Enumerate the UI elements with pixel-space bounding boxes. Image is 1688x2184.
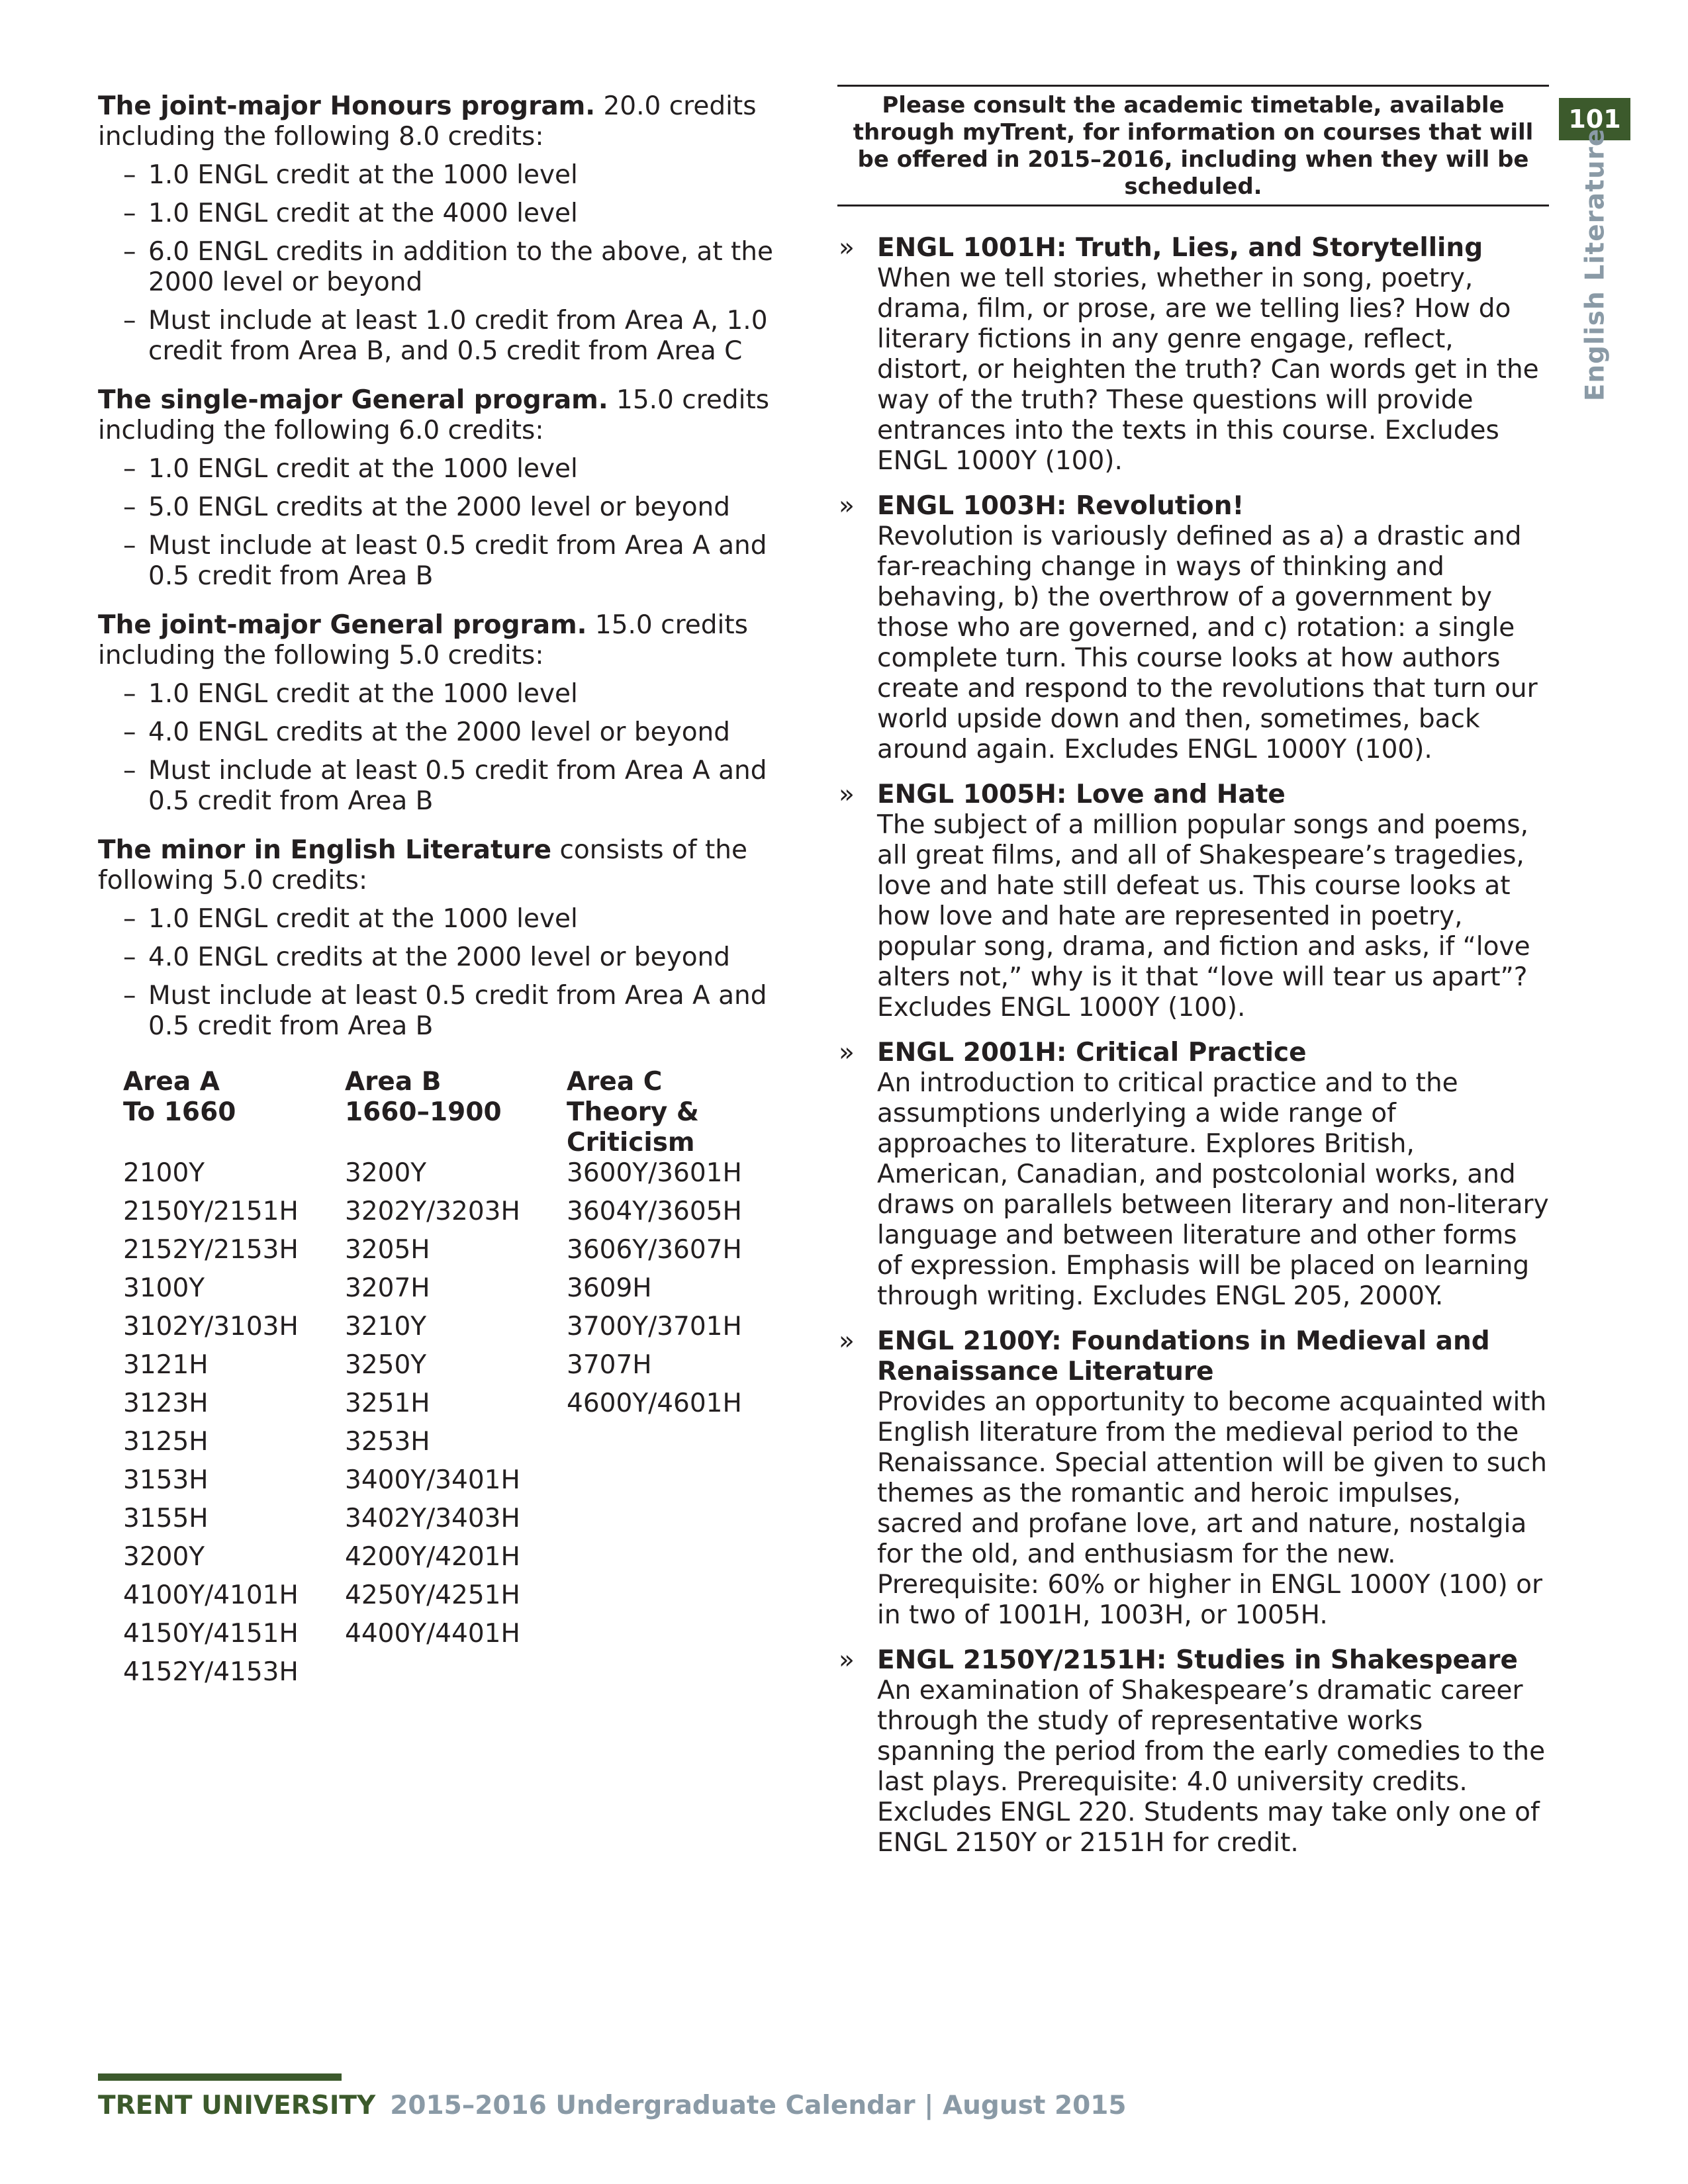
program-title: The joint-major General program.	[98, 610, 587, 640]
program-credits: 15.0 credits including the following 5.0 credits:	[98, 610, 748, 670]
course-title: ENGL 1001H: Truth, Lies, and Storytelling	[877, 233, 1483, 263]
section-side-label: English Literature	[1580, 128, 1611, 402]
area-column	[567, 1067, 785, 1427]
course-marker: »	[839, 1326, 855, 1356]
program-heading	[98, 91, 800, 152]
requirement-item: – 1.0 ENGL credit at the 1000 level	[123, 160, 800, 191]
course-entry	[837, 1645, 1549, 1858]
area-column	[123, 1067, 342, 1696]
program-credits: 20.0 credits including the following 8.0 credits:	[98, 91, 757, 152]
area-course: 3125H	[123, 1427, 209, 1457]
requirement-list	[98, 454, 800, 592]
requirement-list	[98, 160, 800, 367]
course-description: Provides an opportunity to become acquainted with English literature from the medieval period to the Renaissance. Special attention will be given to such themes as the romantic and heroic impulses, sacred and profane love, art and nature, nostalgia for the old, and enthusiasm for the new. Prerequisite: 60% or higher in ENGL 1000Y (100) or in two of 1001H, 1003H, or 1005H.	[877, 1387, 1547, 1630]
area-course: 4150Y/4151H	[123, 1619, 299, 1649]
area-course: 3210Y	[345, 1312, 427, 1342]
area-course: 3604Y/3605H	[567, 1197, 742, 1226]
area-heading-line: 1660–1900	[345, 1097, 502, 1127]
course-description: When we tell stories, whether in song, poetry, drama, film, or prose, are we telling lies? How do literary fictions in any genre engage, reflect, distort, or heighten the truth? Can words get in the way of the truth? These questions will provide entrances into the texts in this course. Excludes ENGL 1000Y (100).	[877, 263, 1539, 476]
area-course: 4250Y/4251H	[345, 1580, 520, 1610]
area-heading	[567, 1067, 785, 1158]
course-description: An examination of Shakespeare’s dramatic career through the study of representative works spanning the period from the early comedies to the last plays. Prerequisite: 4.0 university credits. Excludes ENGL 220. Students may take only one of ENGL 2150Y or 2151H for credit.	[877, 1676, 1546, 1858]
program-single-major-general	[98, 385, 800, 592]
area-course: 3609H	[567, 1273, 652, 1303]
program-joint-major-general	[98, 610, 800, 817]
program-title: The single-major General program.	[98, 385, 608, 415]
program-title: The joint-major Honours program.	[98, 91, 596, 121]
area-course: 3202Y/3203H	[345, 1197, 520, 1226]
requirement-item: – 1.0 ENGL credit at the 1000 level	[123, 679, 800, 709]
course-description: The subject of a million popular songs and poems, all great films, and all of Shakespeare’s tragedies, love and hate still defeat us. This course looks at how love and hate are represented in poetry, popular song, drama, and fiction and asks, if “love alters not,” why is it that “love will tear us apart”? Excludes ENGL 1000Y (100).	[877, 810, 1530, 1023]
area-course: 3155H	[123, 1504, 209, 1533]
course-description: An introduction to critical practice and to the assumptions underlying a wide range of approaches to literature. Explores British, American, Canadian, and postcolonial works, and draws on parallels between literary and non-literary language and between literature and other forms of expression. Emphasis will be placed on learning through writing. Excludes ENGL 205, 2000Y.	[877, 1068, 1549, 1311]
area-column	[345, 1067, 563, 1657]
area-heading-line: Area C	[567, 1067, 663, 1097]
area-heading-line: Criticism	[567, 1128, 695, 1158]
area-table	[123, 1067, 800, 1696]
program-credits: 15.0 credits including the following 6.0 credits:	[98, 385, 770, 445]
area-course: 3123H	[123, 1388, 209, 1418]
area-course: 3102Y/3103H	[123, 1312, 299, 1342]
area-heading-line: Area A	[123, 1067, 220, 1097]
requirement-item: – 5.0 ENGL credits at the 2000 level or beyond	[123, 492, 800, 523]
requirement-item: – Must include at least 1.0 credit from Area A, 1.0 credit from Area B, and 0.5 credit from Area C	[123, 306, 800, 367]
area-heading	[345, 1067, 563, 1158]
course-list	[837, 233, 1549, 1858]
course-entry	[837, 780, 1549, 1023]
area-course: 3707H	[567, 1350, 652, 1380]
course-marker: »	[839, 1038, 855, 1068]
course-marker: »	[839, 780, 855, 809]
requirement-item: – 1.0 ENGL credit at the 1000 level	[123, 904, 800, 934]
program-minor	[98, 835, 800, 1042]
area-course: 4100Y/4101H	[123, 1580, 299, 1610]
course-marker: »	[839, 233, 855, 263]
course-entry	[837, 1038, 1549, 1312]
timetable-notice: Please consult the academic timetable, available through myTrent, for information on courses that will be offered in 2015–2016, including when they will be scheduled.	[837, 85, 1549, 206]
area-course: 3253H	[345, 1427, 430, 1457]
area-course: 4400Y/4401H	[345, 1619, 520, 1649]
course-entry	[837, 1326, 1549, 1631]
area-course: 3700Y/3701H	[567, 1312, 742, 1342]
area-course: 2100Y	[123, 1158, 205, 1188]
footer-calendar: 2015–2016 Undergraduate Calendar | August 2015	[390, 2091, 1127, 2120]
course-descriptions	[837, 85, 1549, 1873]
course-title: ENGL 2150Y/2151H: Studies in Shakespeare	[877, 1645, 1518, 1675]
area-course: 3606Y/3607H	[567, 1235, 742, 1265]
requirement-item: – Must include at least 0.5 credit from Area A and 0.5 credit from Area B	[123, 531, 800, 592]
area-course: 3207H	[345, 1273, 430, 1303]
footer	[98, 2090, 1127, 2122]
area-course: 4600Y/4601H	[567, 1388, 742, 1418]
area-heading-line: Theory &	[567, 1097, 699, 1127]
area-course: 3200Y	[345, 1158, 427, 1188]
course-title: ENGL 2001H: Critical Practice	[877, 1038, 1307, 1068]
requirement-list	[98, 904, 800, 1042]
program-title: The minor in English Literature	[98, 835, 552, 865]
area-course: 3600Y/3601H	[567, 1158, 742, 1188]
program-joint-major-honours	[98, 91, 800, 367]
area-course: 3100Y	[123, 1273, 205, 1303]
requirement-item: – 4.0 ENGL credits at the 2000 level or beyond	[123, 717, 800, 748]
area-course: 4152Y/4153H	[123, 1657, 299, 1687]
course-entry	[837, 491, 1549, 765]
program-requirements	[98, 91, 800, 1696]
program-heading	[98, 385, 800, 446]
program-credits: consists of the following 5.0 credits:	[98, 835, 747, 895]
program-heading	[98, 835, 800, 896]
page-number: 101	[1559, 98, 1630, 140]
area-course: 3402Y/3403H	[345, 1504, 520, 1533]
course-description: Revolution is variously defined as a) a drastic and far-reaching change in ways of thinking and behaving, b) the overthrow of a government by those who are governed, and c) rotation: a single complete turn. This course looks at how authors create and respond to the revolutions that turn our world upside down and then, sometimes, back around again. Excludes ENGL 1000Y (100).	[877, 522, 1538, 764]
requirement-item: – Must include at least 0.5 credit from Area A and 0.5 credit from Area B	[123, 981, 800, 1042]
course-marker: »	[839, 1645, 855, 1675]
requirement-item: – Must include at least 0.5 credit from Area A and 0.5 credit from Area B	[123, 756, 800, 817]
course-entry	[837, 233, 1549, 477]
course-title: ENGL 1003H: Revolution!	[877, 491, 1244, 521]
area-course: 3251H	[345, 1388, 430, 1418]
course-title: ENGL 2100Y: Foundations in Medieval and Renaissance Literature	[877, 1326, 1490, 1387]
area-course: 3400Y/3401H	[345, 1465, 520, 1495]
course-title: ENGL 1005H: Love and Hate	[877, 780, 1286, 809]
area-course: 3250Y	[345, 1350, 427, 1380]
area-course: 3121H	[123, 1350, 209, 1380]
footer-rule	[98, 2073, 342, 2081]
area-course: 2150Y/2151H	[123, 1197, 299, 1226]
area-course: 2152Y/2153H	[123, 1235, 299, 1265]
area-course: 3153H	[123, 1465, 209, 1495]
area-heading-line: Area B	[345, 1067, 442, 1097]
requirement-item: – 6.0 ENGL credits in addition to the above, at the 2000 level or beyond	[123, 237, 800, 298]
requirement-item: – 4.0 ENGL credits at the 2000 level or beyond	[123, 942, 800, 973]
course-marker: »	[839, 491, 855, 521]
area-heading-line: To 1660	[123, 1097, 236, 1127]
requirement-item: – 1.0 ENGL credit at the 1000 level	[123, 454, 800, 484]
area-course: 4200Y/4201H	[345, 1542, 520, 1572]
requirement-list	[98, 679, 800, 817]
footer-university: TRENT UNIVERSITY	[98, 2091, 376, 2120]
area-course: 3205H	[345, 1235, 430, 1265]
requirement-item: – 1.0 ENGL credit at the 4000 level	[123, 199, 800, 229]
program-heading	[98, 610, 800, 671]
area-heading	[123, 1067, 342, 1158]
area-course: 3200Y	[123, 1542, 205, 1572]
